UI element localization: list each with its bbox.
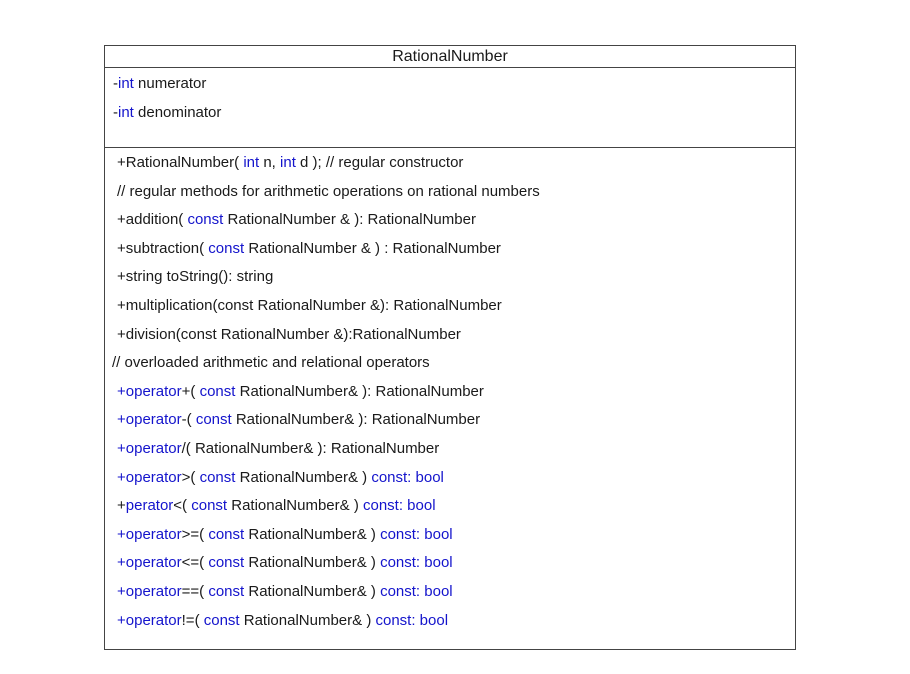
member-text: RationalNumber& )	[227, 497, 363, 515]
member-text: +subtraction(	[117, 239, 209, 257]
member-text: denominator	[133, 103, 222, 121]
member-text: >=(	[181, 525, 209, 543]
attribute-row	[105, 99, 795, 128]
method-row	[105, 321, 795, 350]
keyword-text: +operator	[117, 468, 182, 486]
keyword-text: const	[191, 497, 228, 515]
keyword-text: const: bool	[380, 554, 453, 572]
method-row	[105, 378, 795, 407]
keyword-text: int	[118, 75, 134, 92]
method-row	[105, 435, 795, 464]
member-text: // regular methods for arithmetic operations on rational numbers	[117, 182, 540, 200]
keyword-text: const: bool	[371, 468, 444, 486]
keyword-text: +operator	[117, 439, 182, 457]
keyword-text: const	[208, 525, 245, 543]
member-text: -	[113, 75, 118, 92]
member-text: -(	[181, 411, 196, 429]
member-text: RationalNumber& )	[235, 468, 372, 486]
keyword-text: const: bool	[375, 611, 449, 629]
keyword-text: const: bool	[380, 582, 453, 600]
methods-compartment	[105, 148, 795, 635]
class-name-header: RationalNumber	[105, 46, 795, 68]
keyword-text: int	[243, 154, 260, 171]
member-text: +(	[181, 382, 200, 400]
member-text: numerator	[133, 75, 207, 92]
keyword-text: int	[280, 154, 296, 171]
keyword-text: const	[203, 611, 240, 629]
comment-row	[105, 349, 795, 378]
method-row	[105, 149, 795, 178]
method-row	[105, 292, 795, 321]
member-text: RationalNumber & ) : RationalNumber	[244, 239, 501, 257]
member-text: +	[117, 497, 126, 515]
keyword-text: +operator	[117, 611, 182, 629]
keyword-text: const	[187, 211, 224, 229]
attribute-row	[105, 70, 795, 99]
method-row	[105, 521, 795, 550]
member-text: RationalNumber& )	[239, 611, 376, 629]
keyword-text: const	[208, 239, 245, 257]
method-row	[105, 464, 795, 493]
method-row	[105, 406, 795, 435]
member-text: RationalNumber & ): RationalNumber	[223, 211, 476, 229]
keyword-text: +operator	[117, 582, 182, 600]
member-text: d ); // regular constructor	[295, 154, 464, 171]
member-text: <=(	[181, 554, 209, 572]
keyword-text: +operator	[117, 554, 182, 572]
member-text: +RationalNumber(	[117, 154, 244, 171]
keyword-text: perator	[125, 497, 174, 515]
member-text: +division(const RationalNumber &):RationalNumber	[117, 325, 461, 343]
member-text: RationalNumber& ): RationalNumber	[231, 411, 481, 429]
method-row	[105, 549, 795, 578]
member-text: >(	[181, 468, 200, 486]
member-text: RationalNumber& )	[244, 554, 381, 572]
keyword-text: const	[199, 382, 236, 400]
keyword-text: const	[195, 411, 232, 429]
attributes-compartment	[105, 70, 795, 148]
keyword-text: const	[208, 554, 245, 572]
keyword-text: const: bool	[362, 497, 436, 515]
method-row	[105, 263, 795, 292]
member-text: +multiplication(const RationalNumber &): RationalNumber	[117, 296, 502, 314]
member-text: // overloaded arithmetic and relational operators	[112, 354, 430, 372]
keyword-text: const: bool	[380, 525, 453, 543]
method-row	[105, 492, 795, 521]
uml-class-box	[104, 45, 796, 650]
member-text: !=(	[181, 611, 204, 629]
keyword-text: +operator	[117, 382, 182, 400]
keyword-text: const	[208, 582, 245, 600]
member-text: RationalNumber& ): RationalNumber	[235, 382, 484, 400]
member-text: +string toString(): string	[117, 268, 274, 286]
method-row	[105, 578, 795, 607]
keyword-text: int	[118, 103, 134, 121]
member-text: RationalNumber& )	[244, 582, 381, 600]
method-row	[105, 235, 795, 264]
member-text: ==(	[181, 582, 209, 600]
method-row	[105, 607, 795, 636]
member-text: +addition(	[117, 211, 188, 229]
member-text: n,	[259, 154, 281, 171]
member-text: <(	[173, 497, 192, 515]
comment-row	[105, 178, 795, 207]
member-text: -	[113, 103, 118, 121]
member-text: RationalNumber& )	[244, 525, 381, 543]
member-text: /( RationalNumber& ): RationalNumber	[181, 439, 440, 457]
keyword-text: +operator	[117, 411, 182, 429]
keyword-text: const	[199, 468, 236, 486]
keyword-text: +operator	[117, 525, 182, 543]
method-row	[105, 206, 795, 235]
